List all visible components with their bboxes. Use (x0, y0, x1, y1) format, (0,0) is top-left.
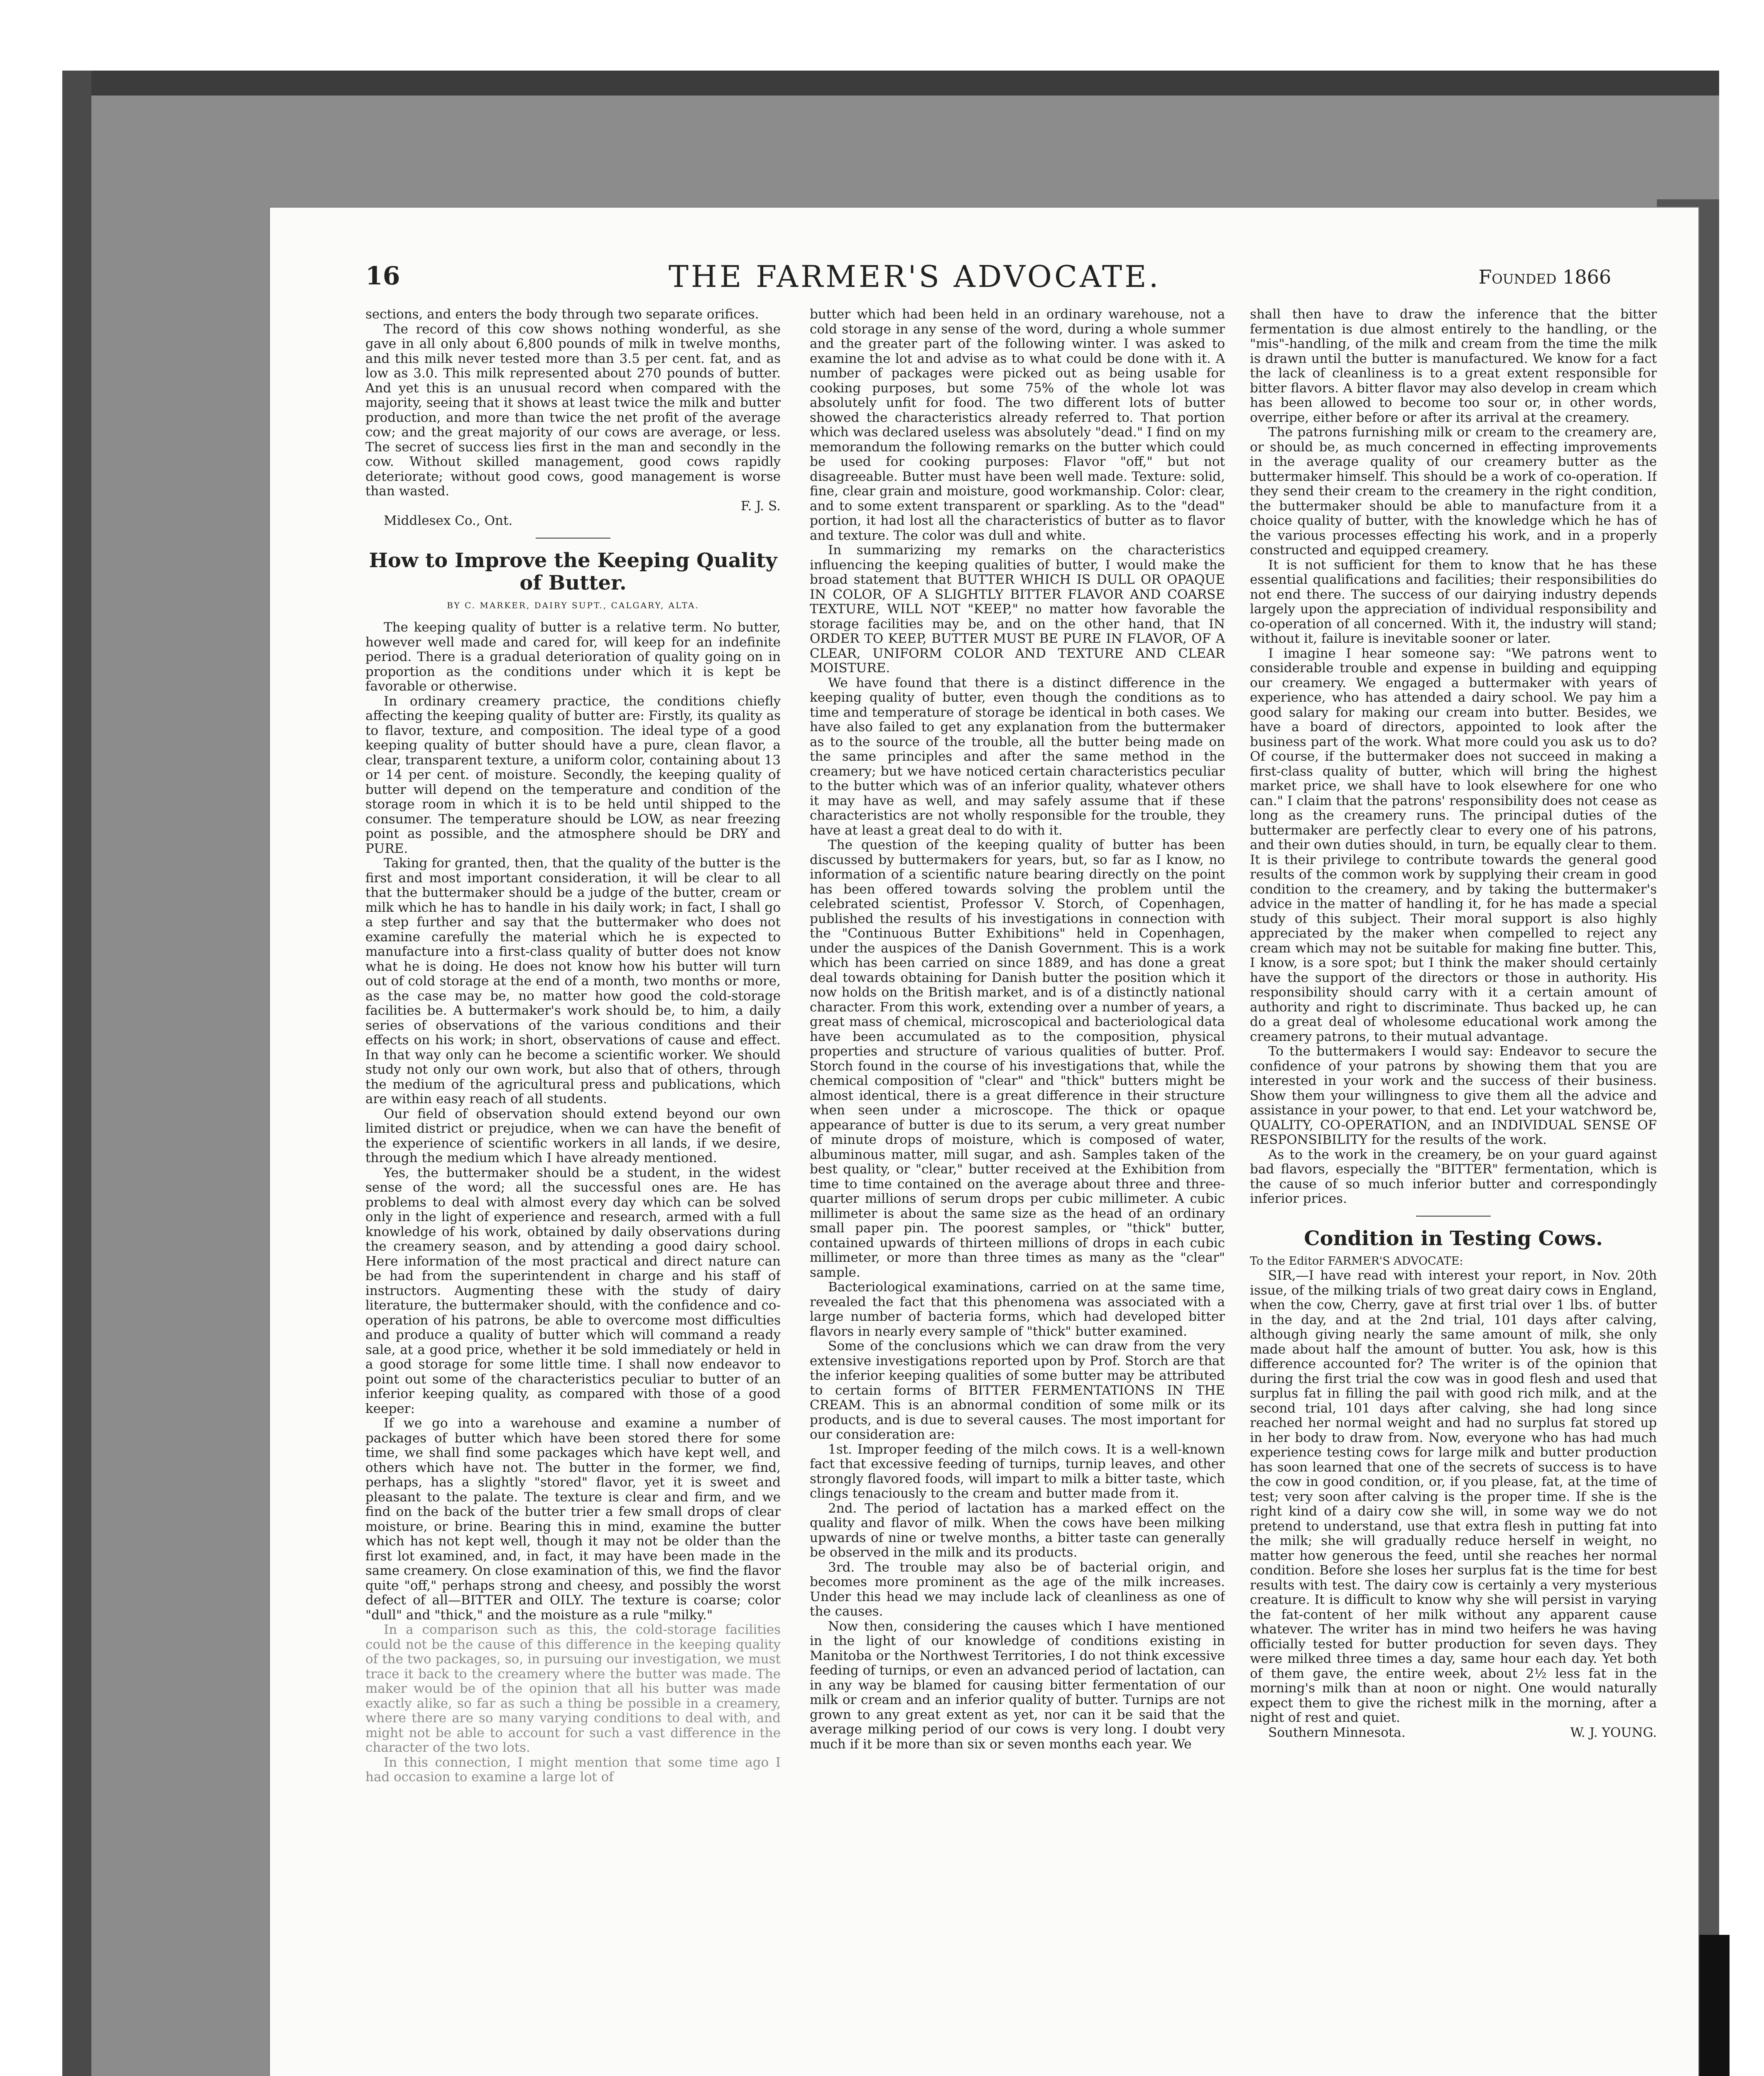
paragraph: Yes, the buttermaker should be a student, in the widest sense of the word; all the successful ones are. He has problems to deal with almost every day which can be solved only in the light of experience and research, armed with a full knowledge of his work, obtained by daily observations during the creamery season, and by attending a good dairy school. Here information of the most practical and direct nature can be had from the superintendent in charge and his staff of instructors. Augmenting these with the study of dairy literature, the buttermaker should, with the confidence and co-operation of his patrons, be able to overcome most difficulties and produce a quality of butter which will command a ready sale, at a good price, whether it be sold immediately or held in a good storage for some little time. I shall now endeavor to point out some of the characteristics peculiar to butter of an inferior keeping quality, as compared with those of a good keeper: (365, 1165, 781, 1416)
paragraph: We have found that there is a distinct difference in the keeping quality of butter, even though the conditions as to time and temperature of storage be identical in both cases. We have also failed to get any explanation from the buttermaker as to the source of the trouble, all the butter being made on the same principles and after the same method in the creamery; but we have noticed certain characteristics peculiar to the butter which was of an inferior quality, whatever others it may have as well, and may safely assume that if these characteristics are not wholly responsible for the trouble, they have at least a great deal to do with it. (810, 675, 1225, 838)
paragraph: Our field of observation should extend beyond our own limited district or prejudice, when we can have the benefit of the experience of scientific workers in all lands, if we desire, through the medium which I have already mentioned. (365, 1106, 781, 1165)
paragraph: 2nd. The period of lactation has a marked effect on the quality and flavor of milk. When the cows have been milking upwards of nine or twelve months, a bitter taste can generally be observed in the milk and its products. (810, 1501, 1225, 1560)
paragraph: shall then have to draw the inference that the bitter fermentation is due almost entirely to the handling, or the "mis"-handling, of the milk and cream from the time the milk is drawn until the butter is manufactured. We know for a fact the lack of cleanliness is to a great extent responsible for bitter flavors. A bitter flavor may also develop in cream which has been allowed to become too sour or, in other words, overripe, either before or after its arrival at the creamery. (1250, 307, 1657, 425)
page-number: 16 (365, 262, 400, 291)
paragraph: sections, and enters the body through two separate orifices. (365, 307, 759, 322)
paragraph: In a comparison such as this, the cold-storage facilities could not be the cause of this difference in the keeping quality of the two packages, so, in pursuing our investigation, we must trace it back to the creamery where the butter was made. The maker would be of the opinion that all his butter was made exactly alike, so far as such a thing be possible in a creamery, where there are so many varying conditions to deal with, and might not be able to account for such a vast difference in the character of the two lots. (365, 1622, 781, 1755)
letter-title: Condition in Testing Cows. (1304, 1227, 1603, 1250)
paragraph: 3rd. The trouble may also be of bacterial origin, and becomes more prominent as the age of the milk increases. Under this head we may include lack of cleanliness as one of the causes. (810, 1559, 1225, 1619)
divider (1416, 1216, 1491, 1217)
article-title: How to Improve the Keeping Quality of Butter. (369, 548, 777, 595)
paragraph: The question of the keeping quality of butter has been discussed by buttermakers for years, but, so far as I know, no information of a scientific nature bearing directly on the point has been offered towards solving the problem until the celebrated scientist, Professor V. Storch, of Copenhagen, published the results of his investigations in connection with the "Continuous Butter Exhibitions" held in Copenhagen, under the auspices of the Danish Government. This is a work which has been carried on since 1889, and has done a great deal towards obtaining for Danish butter the position which it now holds on the British market, and is of a distinctly national character. From this work, extending over a number of years, a great mass of chemical, microscopical and bacteriological data have been accumulated as to the composition, physical properties and structure of various qualities of butter. Prof. Storch found in the course of his investigations that, while the chemical composition of "clear" and "thick" butters might be almost identical, there is a great difference in their structure when seen under a microscope. The thick or opaque appearance of butter is due to its serum, a very great number of minute drops of moisture, which is composed of water, albuminous matter, mill sugar, and ash. Samples taken of the best quality, or "clear," butter received at the Exhibition from time to time contained on the average about three and three-quarter millions of serum drops per cubic millimeter. A cubic millimeter is about the same size as the head of an ordinary small paper pin. The poorest samples, or "thick" butter, contained upwards of thirteen millions of drops in each cubic millimeter, or more than three times as many as the "clear" sample. (810, 837, 1225, 1280)
column-2 (810, 307, 1225, 2076)
signature-initials: F. J. S. (740, 498, 781, 514)
paragraph: In ordinary creamery practice, the conditions chiefly affecting the keeping quality of butter are: Firstly, its quality as to flavor, texture, and composition. The ideal type of a good keeping quality of butter should have a pure, clean flavor, a clear, transparent texture, a uniform color, containing about 13 or 14 per cent. of moisture. Secondly, the keeping quality of butter will depend on the temperature and condition of the storage room in which it is to be held until shipped to the consumer. The temperature should be LOW, as near freezing point as possible, and the atmosphere should be DRY and PURE. (365, 693, 781, 856)
paragraph: Bacteriological examinations, carried on at the same time, revealed the fact that this phenomena was associated with a large number of bacteria forms, which had developed bitter flavors in nearly every sample of "thick" butter examined. (810, 1280, 1225, 1339)
newspaper-page (270, 208, 1698, 2076)
signature-name: W. J. YOUNG. (1570, 1725, 1657, 1740)
paragraph: butter which had been held in an ordinary warehouse, not a cold storage in any sense of the word, during a whole summer and the greater part of the following winter. I was asked to examine the lot and advise as to what could be done with it. A number of packages were picked out as being usable for cooking purposes, but some 75% of the whole lot was absolutely unfit for food. The two different lots of butter showed the characteristics already referred to. That portion which was declared useless was absolutely "dead." I find on my memorandum the following remarks on the butter which could be used for cooking purposes: Flavor "off," but not disagreeable. Butter must have been well made. Texture: solid, fine, clear grain and moisture, good workmanship. Color: clear, and to some extent transparent or sparkling. As to the "dead" portion, it had lost all the characteristics of butter as to flavor and texture. The color was dull and white. (810, 307, 1225, 543)
column-1 (365, 307, 781, 2076)
paragraph: If we go into a warehouse and examine a number of packages of butter which have been stored there for some time, we shall find some packages which have kept well, and others which have not. The butter in the former, we find, perhaps, has a slightly "stored" flavor, yet it is sweet and pleasant to the palate. The texture is clear and firm, and we find on the back of the butter trier a few small drops of clear moisture, or brine. Bearing this in mind, examine the butter which has not kept well, though it may not be older than the first lot examined, and, in fact, it may have been made in the same creamery. On close examination of this, we find the flavor quite "off," perhaps strong and cheesy, and possibly the worst defect of all—BITTER and OILY. The texture is coarse; color "dull" and "thick," and the moisture as a rule "milky." (365, 1416, 781, 1623)
article-byline: BY C. MARKER, DAIRY SUPT., CALGARY, ALTA. (447, 600, 699, 610)
scanner-left-shadow (62, 71, 91, 2076)
column-3 (1250, 307, 1657, 2076)
paragraph: SIR,—I have read with interest your report, in Nov. 20th issue, of the milking trials of two great dairy cows in England, when the cow, Cherry, gave at first trial over 1 lbs. of butter in the day, and at the 2nd trial, 101 days after calving, although giving nearly the same amount of milk, she only made about half the amount of butter. You ask, how is this difference accounted for? The writer is of the opinion that during the first trial the cow was in good flesh and used that surplus fat in filling the pail with good rich milk, and at the second trial, 101 days after calving, she had long since reached her normal weight and had no surplus fat stored up in her body to draw from. Now, everyone who has had much experience testing cows for large milk and butter production has soon learned that one of the secrets of success is to have the cow in good condition, or, if you please, fat, at the time of test; very soon after calving is the proper time. If she is the right kind of a dairy cow she will, in some way we do not pretend to understand, use that extra flesh in putting fat into the milk; she will gradually reduce herself in weight, no matter how generous the feed, until she reaches her normal condition. Before she loses her surplus fat is the time for best results with test. The dairy cow is certainly a very mysterious creature. It is difficult to know why she will persist in varying the fat-content of her milk without any apparent cause whatever. The writer has in mind two heifers he was having officially tested for butter production for seven days. They were milked three times a day, same hour each day. Yet both of them gave, the entire week, about 2½ less fat in the morning's milk than at noon or night. One would naturally expect them to give the richest milk in the morning, after a night of rest and quiet. (1250, 1268, 1657, 1725)
founded-note: Founded 1866 (1478, 266, 1611, 288)
divider (536, 538, 610, 539)
paragraph: It is not sufficient for them to know that he has these essential qualifications and facilities; their responsibilities do not end there. The success of our dairying industry depends largely upon the appreciation of individual responsibility and co-operation of all concerned. With it, the industry will stand; without it, failure is inevitable sooner or later. (1250, 557, 1657, 646)
paragraph: The keeping quality of butter is a relative term. No butter, however well made and cared for, will keep for an indefinite period. There is a gradual deterioration of quality going on in proportion as the conditions under which it is kept be favorable or otherwise. (365, 620, 781, 694)
paragraph: 1st. Improper feeding of the milch cows. It is a well-known fact that excessive feeding of turnips, turnip leaves, and other strongly flavored foods, will impart to milk a bitter taste, which clings tenaciously to the cream and butter made from it. (810, 1442, 1225, 1501)
paragraph: Now then, considering the causes which I have mentioned in the light of our knowledge of conditions existing in Manitoba or the Northwest Territories, I do not think excessive feeding of turnips, or even an advanced period of lactation, can in any way be blamed for causing bitter fermentation of our milk or cream and an inferior quality of butter. Turnips are not grown to any great extent as yet, nor can it be said that the average milking period of our cows is very long. I doubt very much if it be more than six or seven months each year. We (810, 1618, 1225, 1752)
paragraph: In this connection, I might mention that some time ago I had occasion to examine a large lot of (365, 1755, 781, 1785)
scanner-top-shadow (62, 71, 1719, 95)
letter-salutation: To the Editor FARMER'S ADVOCATE: (1250, 1254, 1463, 1268)
paragraph: Taking for granted, then, that the quality of the butter is the first and most important consideration, it will be clear to all that the buttermaker should be a judge of the butter, cream or milk which he has to handle in his daily work; in fact, I shall go a step further and say that the buttermaker who does not examine carefully the material which he is expected to manufacture into a first-class quality of butter does not know what he is doing. He does not know how his butter will turn out of cold storage at the end of a month, two months or more, as the case may be, no matter how good the cold-storage facilities be. A buttermaker's work should be, to him, a daily series of observations of the various conditions and their effects on his work; in short, observations of cause and effect. In that way only can he become a scientific worker. We should study not only our own work, but also that of others, through the medium of the agricultural press and publications, which are within easy reach of all students. (365, 856, 781, 1107)
paragraph: As to the work in the creamery, be on your guard against bad flavors, especially the "BITTER" fermentation, which is the cause of so much inferior butter and correspondingly inferior prices. (1250, 1147, 1657, 1206)
paragraph: Some of the conclusions which we can draw from the very extensive investigations reported upon by Prof. Storch are that the inferior keeping qualities of some butter may be attributed to certain forms of BITTER FERMENTATIONS IN THE CREAM. This is an abnormal condition of some milk or its products, and is due to several causes. The most important for our consideration are: (810, 1339, 1225, 1442)
paragraph: I imagine I hear someone say: "We patrons went to considerable trouble and expense in building and equipping our creamery. We engaged a buttermaker with years of experience, who has attended a dairy school. We pay him a good salary for making our cream into butter. Besides, we have a board of directors, appointed to look after the business part of the work. What more could you ask us to do? Of course, if the buttermaker does not succeed in making a first-class quality of butter, which will bring the highest market price, we shall have to look elsewhere for one who can." I claim that the patrons' responsibility does not cease as long as the creamery runs. The principal duties of the buttermaker are perfectly clear to every one of his patrons, and their own duties should, in turn, be equally clear to them. It is their privilege to contribute towards the general good results of the common work by supplying their cream in good condition to the creamery, and by taking the buttermaker's advice in the matter of handling it, for he has made a special study of this subject. Their moral support is also highly appreciated by the maker when compelled to reject any cream which may not be suitable for making fine butter. This, I know, is a sore spot; but I think the maker should certainly have the support of the directors or those in authority. His responsibility should carry with it a certain amount of authority and right to discriminate. Thus backed up, he can do a great deal of wholesome educational work among the creamery patrons, to their mutual advantage. (1250, 646, 1657, 1044)
page-header (365, 259, 1611, 303)
paragraph: The record of this cow shows nothing wonderful, as she gave in all only about 6,800 pounds of milk in twelve months, and this milk never tested more than 3.5 per cent. fat, and as low as 3.0. This milk represented about 270 pounds of butter. And yet this is an unusual record when compared with the majority, seeing that it shows at least twice the milk and butter production, and more than twice the net profit of the average cow; and the great majority of our cows are average, or less. The secret of success lies first in the man and secondly in the cow. Without skilled management, good cows rapidly deteriorate; without good cows, good management is worse than wasted. (365, 321, 781, 499)
signature-place: Southern Minnesota. (1268, 1725, 1406, 1740)
letter-signature (1250, 1726, 1657, 1741)
masthead: THE FARMER'S ADVOCATE. (669, 259, 1161, 294)
signature-place: Middlesex Co., Ont. (384, 513, 513, 528)
paragraph: To the buttermakers I would say: Endeavor to secure the confidence of your patrons by showing them that you are interested in your work and the success of their business. Show them your willingness to give them all the advice and assistance in your power, to that end. Let your watchword be, QUALITY, CO-OPERATION, and an INDIVIDUAL SENSE OF RESPONSIBILITY for the results of the work. (1250, 1044, 1657, 1147)
paragraph: In summarizing my remarks on the characteristics influencing the keeping qualities of butter, I would make the broad statement that BUTTER WHICH IS DULL OR OPAQUE IN COLOR, OF A SLIGHTLY BITTER FLAVOR AND COARSE TEXTURE, WILL NOT "KEEP," no matter how favorable the storage facilities may be, and on the other hand, that IN ORDER TO KEEP, BUTTER MUST BE PURE IN FLAVOR, OF A CLEAR, UNIFORM COLOR AND TEXTURE AND CLEAR MOISTURE. (810, 543, 1225, 676)
paragraph: The patrons furnishing milk or cream to the creamery are, or should be, as much concerned in effecting improvements in the average quality of our creamery butter as the buttermaker himself. This should be a work of co-operation. If they send their cream to the creamery in the right condition, the buttermaker should be able to manufacture from it a choice quality of butter, with the knowledge which he has of the various processes effecting his work, and in a properly constructed and equipped creamery. (1250, 425, 1657, 558)
